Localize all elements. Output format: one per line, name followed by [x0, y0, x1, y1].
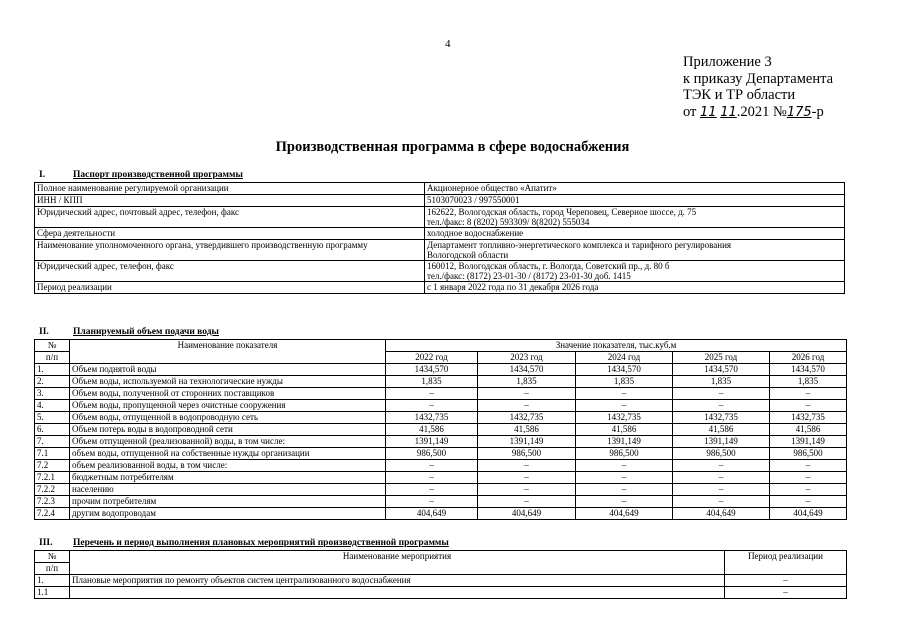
- row-name: Объем воды, пропущенной через очистные сооружения: [70, 400, 386, 412]
- row-value: 41,586: [386, 424, 478, 436]
- year-header: 2025 год: [673, 352, 770, 364]
- order-year: .2021: [736, 103, 770, 120]
- row-value: –: [770, 400, 847, 412]
- row-number: 7.2.2: [35, 484, 70, 496]
- row-value: –: [576, 400, 673, 412]
- row-value: –: [770, 484, 847, 496]
- row-label: Сфера деятельности: [35, 228, 425, 240]
- row-value: 41,586: [673, 424, 770, 436]
- row-value: 1434,570: [576, 364, 673, 376]
- col-name-header: Наименование показателя: [70, 340, 386, 364]
- row-value-line: с 1 января 2022 года по 31 декабря 2026 года: [427, 282, 599, 292]
- row-value: 1432,735: [673, 412, 770, 424]
- row-value: –: [386, 460, 478, 472]
- row-value: 1,835: [386, 376, 478, 388]
- row-value: 1432,735: [576, 412, 673, 424]
- table-row: [35, 261, 845, 282]
- row-value: 1391,149: [386, 436, 478, 448]
- row-value: –: [386, 400, 478, 412]
- row-value: –: [478, 472, 576, 484]
- col-period-header: Период реализации: [725, 551, 847, 575]
- row-value: 1432,735: [478, 412, 576, 424]
- row-value: 1432,735: [770, 412, 847, 424]
- row-number: 1.1: [35, 587, 70, 599]
- table-row: [35, 448, 847, 460]
- page-title: Производственная программа в сфере водоснабжения: [275, 139, 630, 155]
- row-value: [425, 261, 845, 282]
- row-value: –: [673, 484, 770, 496]
- row-value-line: тел./факс: 8 (8202) 593309/ 8(8202) 555034: [427, 217, 590, 227]
- row-value: 404,649: [576, 508, 673, 520]
- row-value: –: [478, 460, 576, 472]
- row-value: 1,835: [576, 376, 673, 388]
- row-value: –: [576, 496, 673, 508]
- order-number: 175: [786, 104, 812, 120]
- row-name: населению: [70, 484, 386, 496]
- col-num-header-2: п/п: [35, 352, 70, 364]
- row-name: Плановые мероприятия по ремонту объектов систем централизованного водоснабжения: [70, 575, 725, 587]
- year-header: 2024 год: [576, 352, 673, 364]
- row-number: 3.: [35, 388, 70, 400]
- appendix-line-1: Приложение 3: [683, 54, 772, 70]
- row-value: –: [386, 484, 478, 496]
- row-label: Юридический адрес, телефон, факс: [35, 261, 425, 282]
- row-value: 404,649: [673, 508, 770, 520]
- table-row: [35, 240, 845, 261]
- row-name: прочим потребителям: [70, 496, 386, 508]
- page-number: 4: [445, 38, 451, 50]
- row-number: 4.: [35, 400, 70, 412]
- table-row: [35, 412, 847, 424]
- row-value: 404,649: [770, 508, 847, 520]
- col-num-header-2: п/п: [35, 563, 70, 575]
- row-value: –: [576, 388, 673, 400]
- row-value: –: [478, 388, 576, 400]
- row-value: 986,500: [386, 448, 478, 460]
- row-value: –: [386, 388, 478, 400]
- row-name: Объем потерь воды в водопроводной сети: [70, 424, 386, 436]
- row-number: 2.: [35, 376, 70, 388]
- row-value: 404,649: [478, 508, 576, 520]
- row-value: 1,835: [673, 376, 770, 388]
- row-number: 6.: [35, 424, 70, 436]
- row-name: Объем поднятой воды: [70, 364, 386, 376]
- row-name: Объем воды, используемой на технологические нужды: [70, 376, 386, 388]
- row-number: 7.: [35, 436, 70, 448]
- row-value: –: [386, 472, 478, 484]
- volume-table: [34, 339, 847, 520]
- col-name-header: Наименование мероприятия: [70, 551, 725, 575]
- row-value: –: [770, 388, 847, 400]
- row-number: 1.: [35, 364, 70, 376]
- row-value: [425, 183, 845, 195]
- row-value: –: [770, 460, 847, 472]
- row-value: 1391,149: [673, 436, 770, 448]
- table-row: [35, 207, 845, 228]
- table-row: [35, 484, 847, 496]
- row-value-line: Вологодской области: [427, 250, 509, 260]
- row-value: –: [478, 496, 576, 508]
- row-value: –: [576, 484, 673, 496]
- passport-table: [34, 182, 845, 294]
- table-row: [35, 508, 847, 520]
- row-value: [425, 207, 845, 228]
- appendix-line-3: ТЭК и ТР области: [683, 87, 796, 103]
- row-value: 986,500: [478, 448, 576, 460]
- row-label: Период реализации: [35, 282, 425, 294]
- row-value: [425, 282, 845, 294]
- row-number: 5.: [35, 412, 70, 424]
- row-value: –: [576, 472, 673, 484]
- appendix-order-line: [683, 104, 833, 122]
- order-from: от: [683, 103, 697, 120]
- section-3-heading: [39, 538, 449, 548]
- row-value: [425, 228, 845, 240]
- row-number: 7.2.3: [35, 496, 70, 508]
- row-name: объем реализованной воды, в том числе:: [70, 460, 386, 472]
- row-value: 1,835: [478, 376, 576, 388]
- section-1-heading: [39, 170, 243, 180]
- row-label: Наименование уполномоченного органа, утвердившего производственную программу: [35, 240, 425, 261]
- row-value: 1,835: [770, 376, 847, 388]
- row-value: –: [386, 496, 478, 508]
- row-name: Объем воды, полученной от сторонних поставщиков: [70, 388, 386, 400]
- row-value: [425, 240, 845, 261]
- order-suffix: -р: [811, 103, 824, 120]
- row-value-line: Департамент топливно-энергетического комплекса и тарифного регулирования: [427, 240, 732, 250]
- row-number: 7.1: [35, 448, 70, 460]
- row-name: бюджетным потребителям: [70, 472, 386, 484]
- row-label: ИНН / КПП: [35, 195, 425, 207]
- section-2-heading: [39, 327, 219, 337]
- table-row: [35, 388, 847, 400]
- row-value-line: Акционерное общество «Апатит»: [427, 183, 557, 193]
- row-value: 41,586: [478, 424, 576, 436]
- table-row: [35, 496, 847, 508]
- row-value: –: [673, 496, 770, 508]
- section-2-num: II.: [39, 327, 49, 337]
- row-name: [70, 587, 725, 599]
- col-num-header: №: [35, 551, 70, 563]
- col-num-header: №: [35, 340, 70, 352]
- row-value: 986,500: [770, 448, 847, 460]
- appendix-line-2: к приказу Департамента: [683, 70, 834, 87]
- row-value: –: [770, 496, 847, 508]
- row-value: –: [478, 400, 576, 412]
- row-value: –: [478, 484, 576, 496]
- row-label: Юридический адрес, почтовый адрес, телефон, факс: [35, 207, 425, 228]
- row-value: 986,500: [673, 448, 770, 460]
- order-day: 11: [700, 104, 717, 120]
- row-number: 7.2.4: [35, 508, 70, 520]
- row-value-line: тел./факс: (8172) 23-01-30 / (8172) 23-01-30 доб. 1415: [427, 271, 631, 281]
- year-header: 2023 год: [478, 352, 576, 364]
- section-1-title: Паспорт производственной программы: [73, 170, 243, 180]
- table-row: [35, 228, 845, 240]
- row-value: –: [576, 460, 673, 472]
- order-month: 11: [720, 104, 737, 120]
- row-name: Объем отпущенной (реализованной) воды, в том числе:: [70, 436, 386, 448]
- row-value-line: 5103070023 / 997550001: [427, 195, 520, 205]
- row-value: –: [673, 400, 770, 412]
- row-name: объем воды, отпущенной на собственные нужды организации: [70, 448, 386, 460]
- table-row: [35, 587, 847, 599]
- row-number: 7.2.1: [35, 472, 70, 484]
- table-row: [35, 195, 845, 207]
- row-value: 1432,735: [386, 412, 478, 424]
- row-value-line: холодное водоснабжение: [427, 228, 524, 238]
- table-row: [35, 424, 847, 436]
- section-2-title: Планируемый объем подачи воды: [73, 327, 219, 337]
- row-name: другим водопроводам: [70, 508, 386, 520]
- table-row: [35, 472, 847, 484]
- row-value: 1434,570: [673, 364, 770, 376]
- year-header: 2026 год: [770, 352, 847, 364]
- row-label: Полное наименование регулируемой организации: [35, 183, 425, 195]
- table-row: [35, 460, 847, 472]
- row-period: –: [725, 587, 847, 599]
- table-row: [35, 436, 847, 448]
- row-number: 1.: [35, 575, 70, 587]
- row-number: 7.2: [35, 460, 70, 472]
- row-value: 1434,570: [386, 364, 478, 376]
- row-value-line: 160012, Вологодская область, г. Вологда, Советский пр., д. 80 б: [427, 261, 670, 271]
- order-num-sign: №: [773, 103, 787, 120]
- section-3-title: Перечень и период выполнения плановых мероприятий производственной программы: [73, 538, 449, 548]
- col-value-header: Значение показателя, тыс.куб.м: [386, 340, 847, 352]
- row-period: –: [725, 575, 847, 587]
- measures-table: [34, 550, 847, 599]
- row-value: 1391,149: [770, 436, 847, 448]
- table-row: [35, 183, 845, 195]
- row-value: 1391,149: [478, 436, 576, 448]
- table-row: [35, 282, 845, 294]
- table-row: [35, 575, 847, 587]
- section-3-num: III.: [39, 538, 53, 548]
- row-value: –: [770, 472, 847, 484]
- row-value: –: [673, 472, 770, 484]
- table-row: [35, 376, 847, 388]
- row-value: 404,649: [386, 508, 478, 520]
- table-row: [35, 400, 847, 412]
- year-header: 2022 год: [386, 352, 478, 364]
- row-value: 1434,570: [478, 364, 576, 376]
- table-row: [35, 364, 847, 376]
- row-value-line: 162622, Вологодская область, город Череповец, Северное шоссе, д. 75: [427, 207, 697, 217]
- row-value: 41,586: [576, 424, 673, 436]
- row-value: –: [673, 388, 770, 400]
- row-value: 1391,149: [576, 436, 673, 448]
- row-value: 41,586: [770, 424, 847, 436]
- row-value: 986,500: [576, 448, 673, 460]
- appendix-block: [683, 54, 833, 121]
- section-1-num: I.: [39, 170, 46, 180]
- row-value: –: [673, 460, 770, 472]
- row-value: 1434,570: [770, 364, 847, 376]
- row-value: [425, 195, 845, 207]
- row-name: Объем воды, отпущенной в водопроводную сеть: [70, 412, 386, 424]
